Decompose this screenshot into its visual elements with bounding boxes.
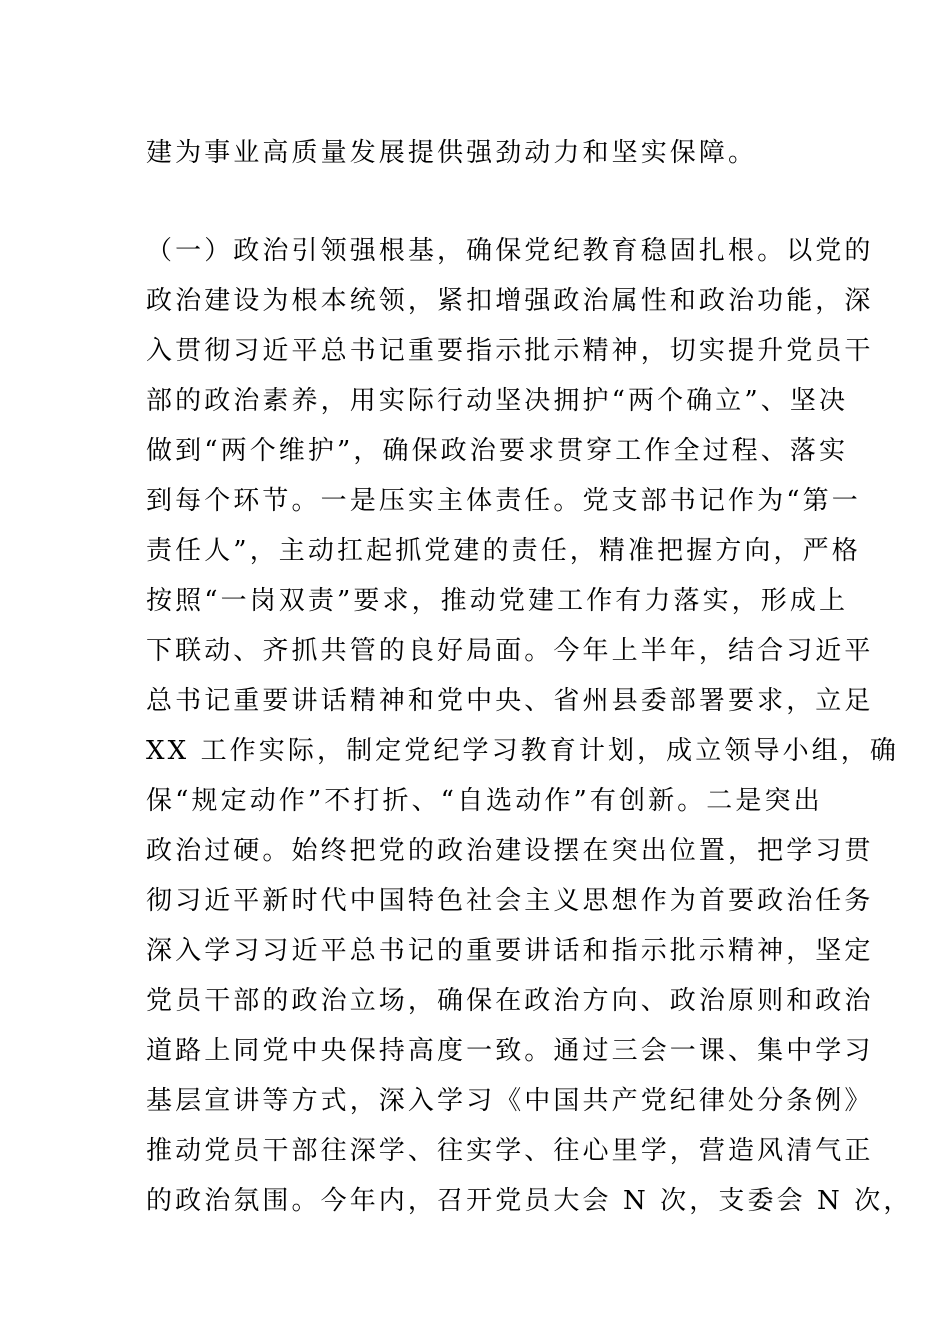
text-line: 推动党员干部往深学、往实学、往心里学，营造风清气正 bbox=[146, 1136, 874, 1166]
text-line: 下联动、齐抓共管的良好局面。今年上半年，结合习近平 bbox=[146, 636, 874, 666]
text-line: 建为事业高质量发展提供强劲动力和坚实保障。 bbox=[146, 138, 758, 168]
text-line: 深入学习习近平总书记的重要讲话和指示批示精神，坚定 bbox=[146, 936, 874, 966]
text-line: 总书记重要讲话精神和党中央、省州县委部署要求，立足 bbox=[146, 686, 874, 716]
text-line: 彻习近平新时代中国特色社会主义思想作为首要政治任务 bbox=[146, 886, 874, 916]
text-line: 部的政治素养，用实际行动坚决拥护“两个确立”、坚决 bbox=[146, 386, 849, 416]
text-line: 基层宣讲等方式，深入学习《中国共产党纪律处分条例》 bbox=[146, 1086, 874, 1116]
text-line: 的政治氛围。今年内，召开党员大会 N 次，支委会 N 次， bbox=[146, 1186, 913, 1216]
text-line: 入贯彻习近平总书记重要指示批示精神，切实提升党员干 bbox=[146, 336, 874, 366]
text-line: 到每个环节。一是压实主体责任。党支部书记作为“第一 bbox=[146, 486, 861, 516]
text-line: 政治建设为根本统领，紧扣增强政治属性和政治功能，深 bbox=[146, 286, 874, 316]
text-line: 政治过硬。始终把党的政治建设摆在突出位置，把学习贯 bbox=[146, 836, 874, 866]
text-line: 保“规定动作”不打折、“自选动作”有创新。二是突出 bbox=[146, 786, 823, 816]
text-line: 按照“一岗双责”要求，推动党建工作有力落实，形成上 bbox=[146, 586, 849, 616]
text-line: 做到“两个维护”，确保政治要求贯穿工作全过程、落实 bbox=[146, 436, 849, 466]
text-line: 道路上同党中央保持高度一致。通过三会一课、集中学习 bbox=[146, 1036, 874, 1066]
text-line: 责任人”，主动扛起抓党建的责任，精准把握方向，严格 bbox=[146, 536, 861, 566]
text-line: XX 工作实际，制定党纪学习教育计划，成立领导小组，确 bbox=[146, 736, 899, 766]
text-line: （一）政治引领强根基，确保党纪教育稳固扎根。以党的 bbox=[146, 236, 874, 266]
text-line: 党员干部的政治立场，确保在政治方向、政治原则和政治 bbox=[146, 986, 874, 1016]
